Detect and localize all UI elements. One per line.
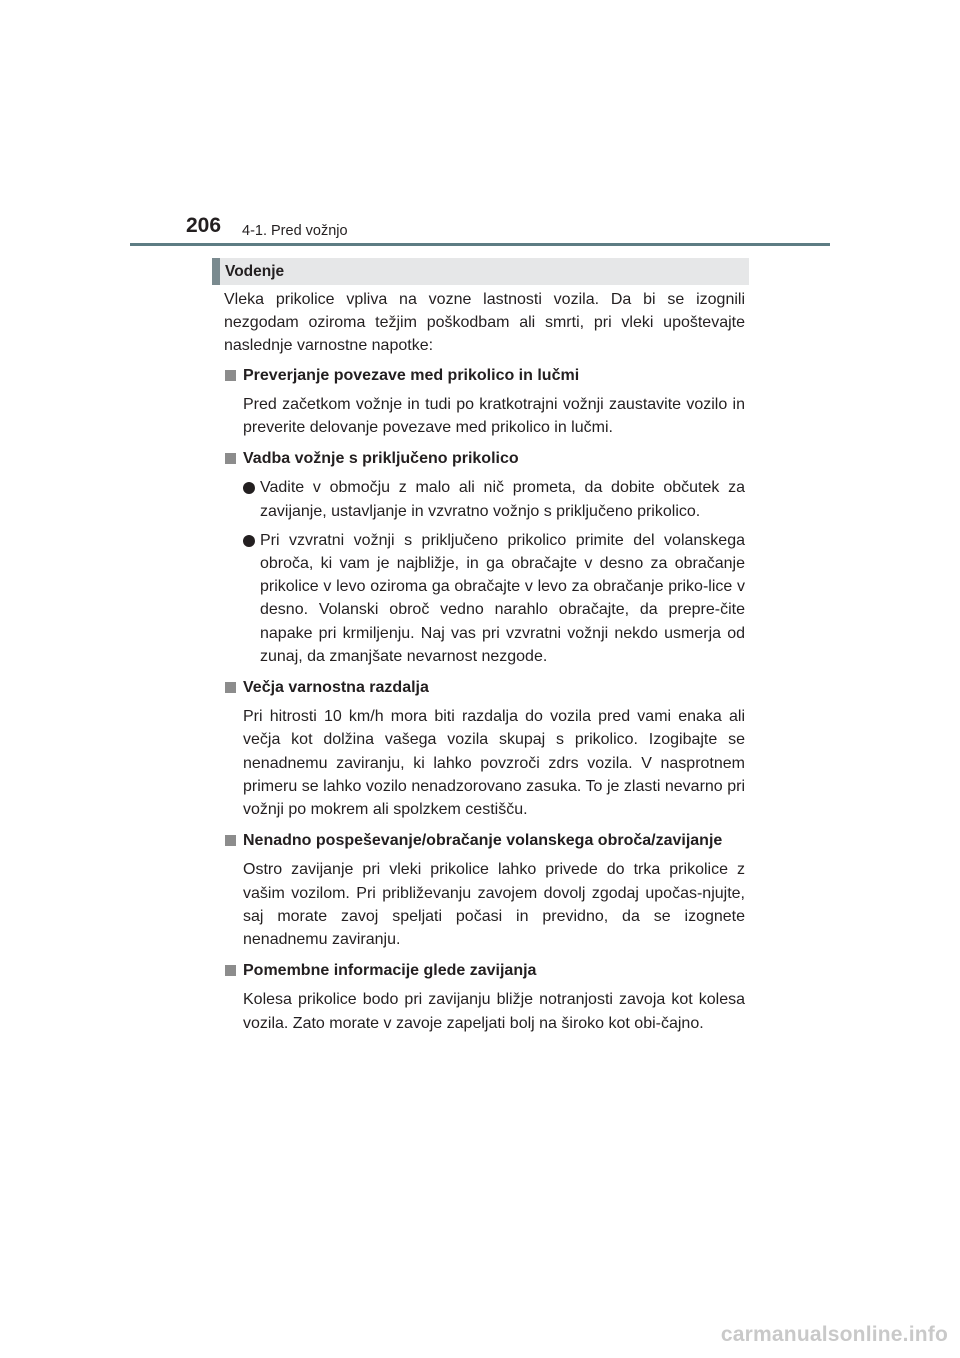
topic-heading bbox=[224, 959, 745, 982]
square-bullet-icon bbox=[225, 835, 236, 846]
topic-heading bbox=[224, 676, 745, 699]
section-bar-accent bbox=[212, 258, 220, 285]
square-bullet-icon bbox=[225, 965, 236, 976]
list-item bbox=[243, 529, 745, 668]
list-item-text: Pri vzvratni vožnji s priključeno prikolico primite del volanskega obroča, ki vam je najbližje, in ga obračajte v desno za obračanje prikolice v levo oziroma ga obračajte v levo za obračanje priko-lice v desno. Volanski obroč vedno narahlo obračajte, da prepre-čite napake pri krmiljenju. Naj vas pri vzvratni vožnji nekdo usmerja od zunaj, da zmanjšate nevarnost nezgode. bbox=[260, 531, 745, 665]
topic-light-connection bbox=[224, 364, 745, 440]
section-reference: 4-1. Pred vožnjo bbox=[242, 223, 348, 239]
topic-body: Pri hitrosti 10 km/h mora biti razdalja do vozila pred vami enaka ali večja kot dolžina vašega vozila skupaj s prikolico. Izogibajte se nenadnemu zaviranju, ki lahko povzroči zdrs vozila. V nasprotnem primeru se lahko vozilo nenadzorovano zasuka. To je zlasti nevarno pri vožnji po mokrem ali spolzkem cestišču. bbox=[243, 708, 745, 819]
square-bullet-icon bbox=[225, 682, 236, 693]
watermark: carmanualsonline.info bbox=[720, 1323, 948, 1346]
list-item bbox=[243, 476, 745, 522]
topic-body: Kolesa prikolice bodo pri zavijanju bližje notranjosti zavoja kot kolesa vozila. Zato morate v zavoje zapeljati bolj na široko kot obi-čajno. bbox=[243, 991, 745, 1032]
page-number: 206 bbox=[186, 214, 222, 237]
topic-heading-text: Večja varnostna razdalja bbox=[243, 679, 429, 697]
round-bullet-icon bbox=[243, 482, 255, 494]
square-bullet-icon bbox=[225, 453, 236, 464]
topic-heading bbox=[224, 364, 745, 387]
square-bullet-icon bbox=[225, 370, 236, 381]
topic-heading-text: Pomembne informacije glede zavijanja bbox=[243, 962, 537, 980]
header-divider bbox=[130, 243, 830, 246]
topic-heading-text: Preverjanje povezave med prikolico in lučmi bbox=[243, 366, 580, 384]
topic-heading-text: Nenadno pospeševanje/obračanje volanskega obroča/zavijanje bbox=[243, 832, 723, 850]
section-title-bar bbox=[212, 258, 749, 285]
section-title: Vodenje bbox=[225, 263, 285, 280]
list-item-text: Vadite v območju z malo ali nič prometa, da dobite občutek za zavijanje, ustavljanje in vzvratno vožnjo s priključeno prikolico. bbox=[260, 479, 745, 520]
topic-heading-text: Vadba vožnje s priključeno prikolico bbox=[243, 450, 519, 468]
topic-body: Ostro zavijanje pri vleki prikolice lahko privede do trka prikolice z vašim vozilom. Pri približevanju zavojem dovolj zgodaj upočas-njujte, saj morate zavoj speljati počasi in previdno, da se izognete nenadnemu zaviranju. bbox=[243, 861, 745, 949]
topic-heading bbox=[224, 447, 745, 470]
intro-paragraph: Vleka prikolice vpliva na vozne lastnosti vozila. Da bi se izognili nezgodam oziroma težjim poškodbam ali smrti, pri vleki upoštevajte naslednje varnostne napotke: bbox=[224, 291, 745, 355]
topic-sudden-acceleration bbox=[224, 829, 745, 951]
topic-heading bbox=[224, 829, 745, 852]
round-bullet-icon bbox=[243, 535, 255, 547]
main-content bbox=[224, 288, 745, 1043]
page-header bbox=[186, 214, 786, 244]
topic-body: Pred začetkom vožnje in tudi po kratkotrajni vožnji zaustavite vozilo in preverite delovanje povezave med prikolico in lučmi. bbox=[243, 395, 745, 437]
topic-practice-driving bbox=[224, 447, 745, 668]
topic-safe-distance bbox=[224, 676, 745, 821]
topic-turning-info bbox=[224, 959, 745, 1035]
